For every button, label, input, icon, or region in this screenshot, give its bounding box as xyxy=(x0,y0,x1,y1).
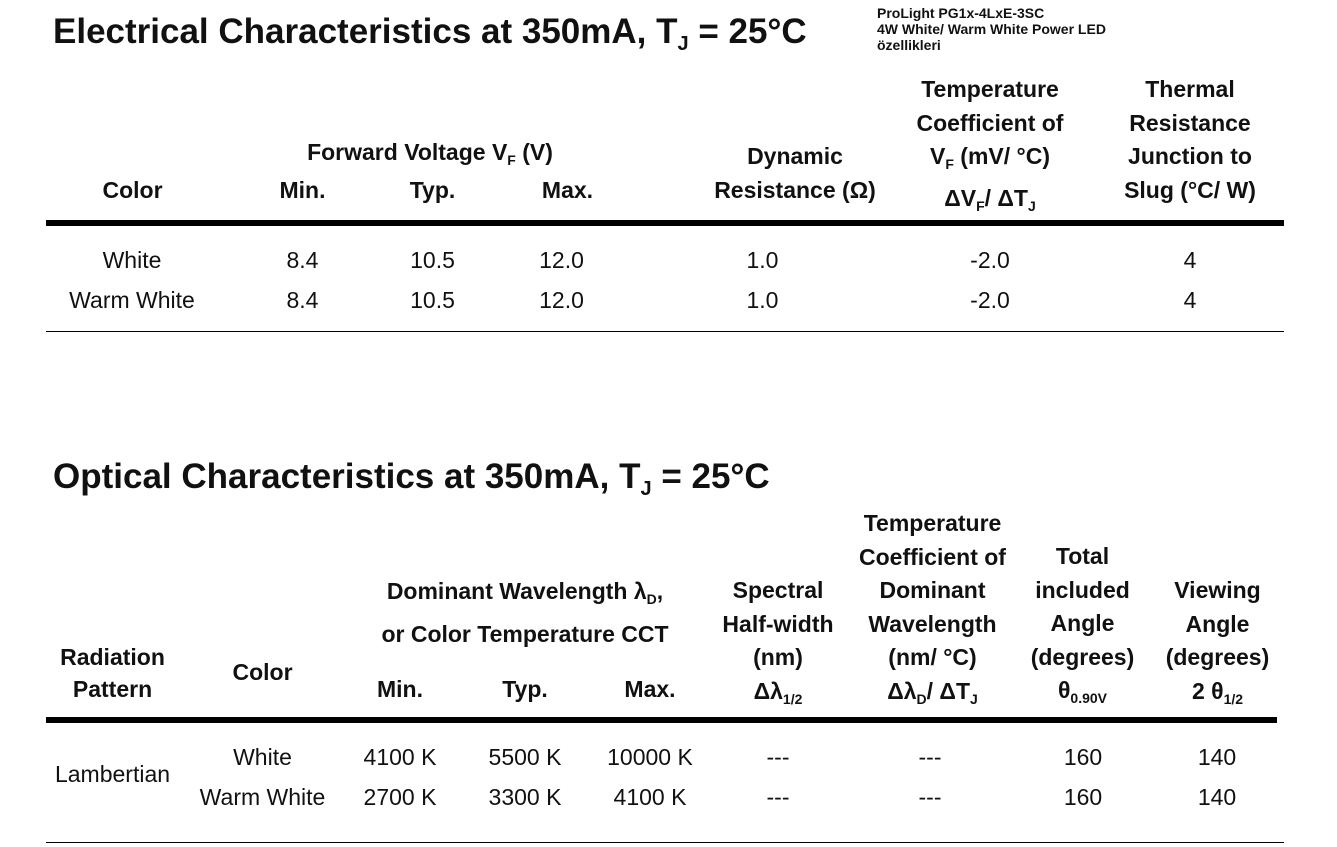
opt-header-dominant-wavelength: Dominant Wavelength $\lambda_D$, or Color Temperature CCT xyxy=(381,578,669,647)
elec-header-min: Min. xyxy=(279,177,326,203)
elec-cell-thermal: 4 xyxy=(1183,247,1197,273)
elec-header-thermal-resistance: Thermal Resistance Junction to Slug (°C/ W) xyxy=(1124,76,1256,203)
elec-cell-max: 12.0 xyxy=(539,287,584,313)
opt-cell-color: Warm White xyxy=(199,784,326,810)
opt-cell-min: 4100 K xyxy=(363,744,437,770)
elec-cell-max: 12.0 xyxy=(539,247,584,273)
opt-row-white xyxy=(0,743,1337,771)
opt-cell-typ: 5500 K xyxy=(488,744,562,770)
elec-header-temp-coefficient: Temperature Coefficient of $V_F$ (mV/ °C) $\Delta V_F/$ $\Delta T_J$ xyxy=(916,76,1064,214)
opt-cell-pattern: Lambertian xyxy=(54,761,171,787)
opt-header-temp-coefficient: Temperature Coefficient of Dominant Wavelength (nm/ °C) $\Delta\lambda_D/$ $\Delta T_J$ xyxy=(859,510,1006,707)
elec-header-max: Max. xyxy=(541,177,594,203)
opt-cell-min: 2700 K xyxy=(363,784,437,810)
elec-cell-typ: 10.5 xyxy=(410,247,455,273)
opt-cell-color: White xyxy=(233,744,292,770)
elec-header-dynamic-resistance: Dynamic Resistance (Ω) xyxy=(714,143,876,203)
product-note-line1: ProLight PG1x-4LxE-3SC xyxy=(877,5,1045,21)
opt-cell-viewing: 140 xyxy=(1197,744,1237,770)
opt-cell-viewing: 140 xyxy=(1197,784,1237,810)
elec-cell-thermal: 4 xyxy=(1183,287,1197,313)
optical-title: Optical Characteristics at 350mA, $T_J = 25^\circ C$ xyxy=(53,457,770,500)
opt-header-spectral-halfwidth: Spectral Half-width (nm) $\Delta\lambda_{1/2}$ xyxy=(722,577,834,707)
opt-cell-total: 160 xyxy=(1063,744,1103,770)
opt-cell-tc: --- xyxy=(918,744,942,770)
elec-cell-min: 8.4 xyxy=(286,247,319,273)
opt-header-min: Min. xyxy=(377,676,423,702)
opt-cell-max: 4100 K xyxy=(613,784,687,810)
opt-header-color: Color xyxy=(232,659,293,685)
elec-header-color: Color xyxy=(102,177,163,203)
opt-header-rule xyxy=(46,717,1277,723)
elec-cell-dynamic: 1.0 xyxy=(746,247,779,273)
product-note-line3: özellikleri xyxy=(877,37,941,53)
elec-cell-dynamic: 1.0 xyxy=(746,287,779,313)
elec-header-rule xyxy=(46,220,1284,226)
opt-header-viewing-angle: Viewing Angle (degrees) 2 $\theta_{1/2}$ xyxy=(1165,577,1270,707)
opt-cell-tc: --- xyxy=(918,784,942,810)
product-note xyxy=(877,5,1106,53)
elec-cell-min: 8.4 xyxy=(286,287,319,313)
elec-cell-color: Warm White xyxy=(69,287,195,313)
elec-cell-color: White xyxy=(102,247,162,273)
elec-cell-tc: -2.0 xyxy=(970,247,1010,273)
opt-header-radiation-pattern: Radiation Pattern xyxy=(60,644,165,702)
opt-cell-spectral: --- xyxy=(766,784,790,810)
opt-cell-total: 160 xyxy=(1063,784,1103,810)
elec-row-white xyxy=(0,246,1337,274)
elec-cell-typ: 10.5 xyxy=(410,287,455,313)
opt-cell-typ: 3300 K xyxy=(488,784,562,810)
elec-header-forward-voltage: Forward Voltage $V_F$ (V) xyxy=(307,139,553,168)
elec-cell-tc: -2.0 xyxy=(970,287,1010,313)
opt-header-typ: Typ. xyxy=(502,676,548,702)
opt-header-max: Max. xyxy=(624,676,676,702)
elec-row-warm-white xyxy=(0,286,1337,314)
elec-bottom-rule xyxy=(46,331,1284,332)
elec-header-typ: Typ. xyxy=(409,177,456,203)
electrical-title: Electrical Characteristics at 350mA, $T_J = 25^\circ C$ xyxy=(53,12,807,55)
opt-cell-max: 10000 K xyxy=(607,744,693,770)
opt-header-total-angle: Total included Angle (degrees) $\theta_{0.90V}$ xyxy=(1030,543,1135,706)
opt-bottom-rule xyxy=(46,842,1284,843)
product-note-line2: 4W White/ Warm White Power LED xyxy=(877,21,1106,37)
opt-row-warm-white xyxy=(0,783,1337,811)
opt-cell-spectral: --- xyxy=(766,744,790,770)
